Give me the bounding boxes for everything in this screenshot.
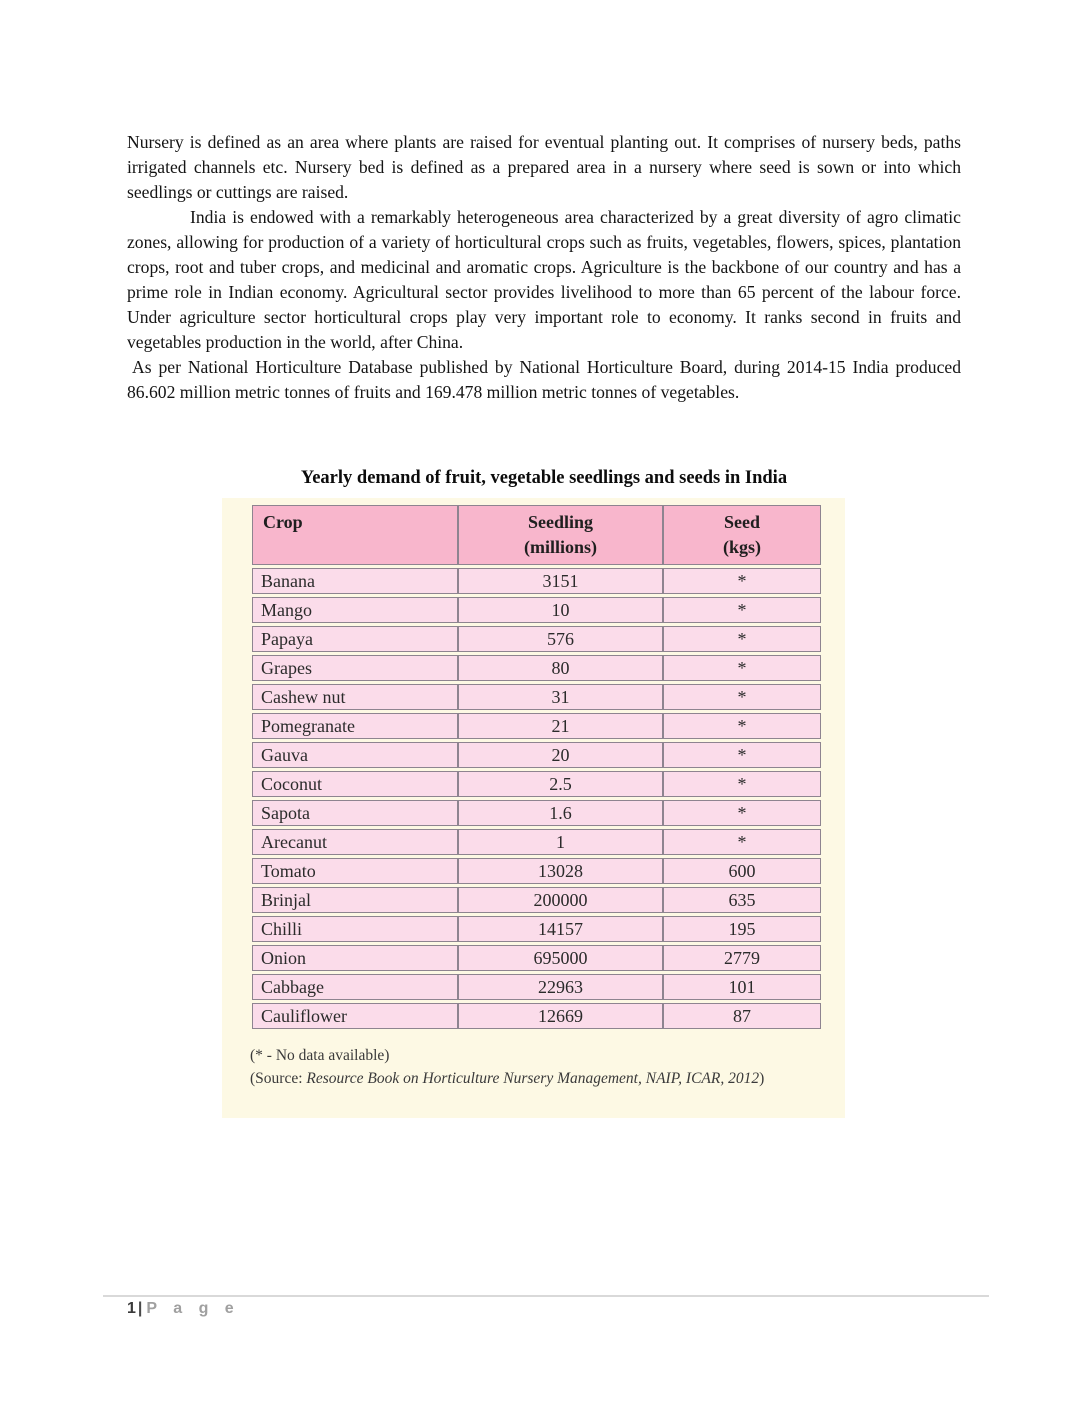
crop-cell: Banana [252, 568, 458, 594]
seed-cell: * [663, 626, 821, 652]
seedling-cell: 10 [458, 597, 663, 623]
seed-cell: 87 [663, 1003, 821, 1029]
header-row [252, 505, 821, 565]
seedling-cell: 22963 [458, 974, 663, 1000]
seed-cell: 101 [663, 974, 821, 1000]
seed-cell: * [663, 742, 821, 768]
source-prefix: (Source: [250, 1070, 307, 1087]
footer-page-label: P a g e [146, 1300, 240, 1317]
footnote-no-data: (* - No data available) [250, 1047, 390, 1064]
seed-cell: * [663, 771, 821, 797]
seed-cell: * [663, 684, 821, 710]
table-row [252, 684, 821, 710]
seed-cell: * [663, 568, 821, 594]
body-text [127, 130, 961, 405]
seed-cell: * [663, 800, 821, 826]
paragraph-india-horticulture: India is endowed with a remarkably heterogeneous area characterized by a great diversity of agro climatic zones, allowing for production of a variety of horticultural crops such as fruits, vegetables, flowers, spices, plantation crops, root and tuber crops, and medicinal and aromatic crops. Agriculture is the backbone of our country and has a prime role in Indian economy. Agricultural sector provides livelihood to more than 65 percent of the labour force. Under agriculture sector horticultural crops play very important role to economy. It ranks second in fruits and vegetables production in the world, after China. [127, 207, 961, 352]
crop-cell: Papaya [252, 626, 458, 652]
seed-cell: * [663, 713, 821, 739]
footer-divider [103, 1295, 989, 1297]
crop-cell: Onion [252, 945, 458, 971]
table-row [252, 655, 821, 681]
header-seedling [458, 505, 663, 565]
crop-cell: Gauva [252, 742, 458, 768]
crop-cell: Arecanut [252, 829, 458, 855]
table-row [252, 916, 821, 942]
crop-cell: Brinjal [252, 887, 458, 913]
crop-cell: Chilli [252, 916, 458, 942]
header-seedling-label: Seedling [527, 512, 593, 532]
header-seed-label: Seed [724, 512, 760, 532]
crop-cell: Cashew nut [252, 684, 458, 710]
seed-cell: 635 [663, 887, 821, 913]
crop-cell: Mango [252, 597, 458, 623]
table-row [252, 568, 821, 594]
table-row [252, 887, 821, 913]
seedling-cell: 14157 [458, 916, 663, 942]
table-row [252, 800, 821, 826]
seedling-cell: 13028 [458, 858, 663, 884]
crop-cell: Cabbage [252, 974, 458, 1000]
table-body [252, 568, 821, 1029]
seedling-cell: 31 [458, 684, 663, 710]
seedling-cell: 695000 [458, 945, 663, 971]
header-seed [663, 505, 821, 565]
seedling-cell: 200000 [458, 887, 663, 913]
page-footer [127, 1300, 240, 1318]
seedling-cell: 12669 [458, 1003, 663, 1029]
seedling-cell: 1.6 [458, 800, 663, 826]
header-seed-unit: (kgs) [722, 537, 761, 557]
table-row [252, 858, 821, 884]
demand-table [252, 502, 821, 1032]
paragraph-nursery-definition: Nursery is defined as an area where plants are raised for eventual planting out. It comprises of nursery beds, paths irrigated channels etc. Nursery bed is defined as a prepared area in a nursery where seed is sown or into which seedlings or cuttings are raised. [127, 132, 961, 202]
footnote-source [250, 1067, 845, 1090]
seed-cell: * [663, 829, 821, 855]
seed-cell: 195 [663, 916, 821, 942]
table-row [252, 829, 821, 855]
seed-cell: 600 [663, 858, 821, 884]
seed-cell: 2779 [663, 945, 821, 971]
table-header [252, 505, 821, 565]
crop-cell: Sapota [252, 800, 458, 826]
footer-separator: | [137, 1300, 143, 1317]
seedling-cell: 80 [458, 655, 663, 681]
footnotes [250, 1044, 845, 1090]
table-row [252, 713, 821, 739]
table-panel [222, 498, 845, 1118]
source-suffix: ) [759, 1070, 765, 1087]
table-title: Yearly demand of fruit, vegetable seedlings and seeds in India [300, 468, 788, 488]
table-row [252, 974, 821, 1000]
crop-cell: Pomegranate [252, 713, 458, 739]
crop-cell: Coconut [252, 771, 458, 797]
crop-cell: Tomato [252, 858, 458, 884]
table-row [252, 1003, 821, 1029]
table-row [252, 742, 821, 768]
table-row [252, 597, 821, 623]
source-book-title: Resource Book on Horticulture Nursery Management, NAIP, ICAR, 2012 [306, 1070, 760, 1087]
table-row [252, 771, 821, 797]
seedling-cell: 3151 [458, 568, 663, 594]
seedling-cell: 21 [458, 713, 663, 739]
seedling-cell: 576 [458, 626, 663, 652]
table-row [252, 945, 821, 971]
crop-cell: Cauliflower [252, 1003, 458, 1029]
page-number: 1 [127, 1300, 136, 1317]
table-row [252, 626, 821, 652]
seedling-cell: 20 [458, 742, 663, 768]
header-crop: Crop [252, 505, 458, 565]
seed-cell: * [663, 597, 821, 623]
seedling-cell: 2.5 [458, 771, 663, 797]
crop-cell: Grapes [252, 655, 458, 681]
seedling-cell: 1 [458, 829, 663, 855]
paragraph-production-stats: As per National Horticulture Database published by National Horticulture Board, during 2014-15 India produced 86.602 million metric tonnes of fruits and 169.478 million metric tonnes of vegetables. [127, 357, 961, 402]
header-seedling-unit: (millions) [523, 537, 597, 557]
seed-cell: * [663, 655, 821, 681]
